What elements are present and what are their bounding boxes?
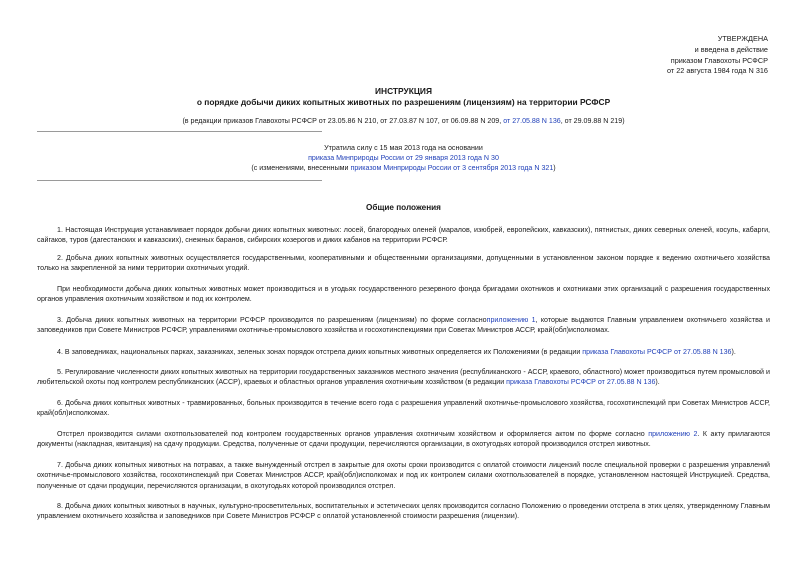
paragraph-6: 6. Добыча диких копытных животных - травмированных, больных производится в течение всего года с разрешения управлений охотничье-промыслового хозяйства, госохотинспекций при Советах Министров АССР, край(обл)исполкомах. bbox=[37, 399, 770, 418]
edition-note bbox=[0, 116, 807, 126]
divider-top bbox=[37, 131, 322, 132]
edition-suffix: , от 29.09.88 N 219) bbox=[560, 117, 625, 125]
paragraph-5-text-b: ). bbox=[655, 378, 660, 387]
section-title: Общие положения bbox=[366, 203, 441, 212]
approval-stamp bbox=[667, 34, 768, 77]
approved-line-3: приказом Главохоты РСФСР bbox=[670, 55, 768, 65]
lost-force-link[interactable]: приказа Минприроды России от 29 января 2013 года N 30 bbox=[308, 154, 499, 162]
lost-force-line-3 bbox=[0, 163, 807, 173]
edition-link[interactable]: от 27.05.88 N 136 bbox=[503, 117, 561, 125]
amendments-suffix: ) bbox=[553, 164, 556, 172]
paragraph-2b: При необходимости добыча диких копытных животных может производиться и в угодьях государственного резервного фонда бригадами охотников и охотниками этих организаций с разрешения государственных органов управления охотничьим хозяйством и под их контролем. bbox=[37, 285, 770, 304]
paragraph-5-text-a: 5. Регулирование численности диких копытных животных на территории государственных заказников местного значения (республиканского - АССР, краевого, областного) может производиться путем промысловой и любительской охоты под контролем республиканских (АССР), краевых и областных органов управления охотничьим хозяйством (в редакции bbox=[37, 368, 770, 387]
approved-line-1: УТВЕРЖДЕНА bbox=[717, 34, 768, 43]
paragraph-1: 1. Настоящая Инструкция устанавливает порядок добычи диких копытных животных: лосей, благородных оленей (маралов, изюбрей, европейских, кавказских), пятнистых, диких северных оленей, косуль, кабарги, сайгаков, туров (дагестанских и кавказских), снежных баранов, сибирских козерогов и диких кабанов на территории РСФСР. bbox=[37, 226, 770, 245]
document-subtitle: о порядке добычи диких копытных животных по разрешениям (лицензиям) на территории РСФСР bbox=[196, 97, 611, 107]
approved-line-2: и введена в действие bbox=[694, 44, 768, 54]
amendments-prefix: (с изменениями, внесенными bbox=[251, 164, 351, 172]
amendments-link[interactable]: приказом Минприроды России от 3 сентября 2013 года N 321 bbox=[350, 164, 554, 172]
approved-line-4: от 22 августа 1984 года N 316 bbox=[666, 66, 768, 76]
paragraph-4 bbox=[37, 347, 770, 357]
lost-force-line-2 bbox=[0, 153, 807, 163]
paragraph-4-text-b: ). bbox=[731, 348, 736, 356]
lost-force-line-1: Утратила силу с 15 мая 2013 года на основании bbox=[324, 144, 483, 152]
order-136-link-2[interactable]: приказа Главохоты РСФСР от 27.05.88 N 136 bbox=[506, 378, 656, 387]
paragraph-8: 8. Добыча диких копытных животных в научных, культурно-просветительных, воспитательных и эстетических целях производится согласно Положению о проведении отстрела в этих целях, утвержденному Главным управлением охотничьего хозяйства и заповедников при Совете Министров РСФСР с оплатой установленной стоимости разрешения (лицензии). bbox=[37, 502, 770, 521]
paragraph-2: 2. Добыча диких копытных животных осуществляется государственными, кооперативными и общественными организациями, допущенными в установленном законом порядке к ведению охотничьего хозяйства только на закрепленной за ними территории охотничьих угодий. bbox=[37, 254, 770, 273]
document-title: ИНСТРУКЦИЯ bbox=[375, 86, 432, 96]
paragraph-3-text-a: 3. Добыча диких копытных животных на территории РСФСР производится по разрешениям (лицензиям) по форме согласно bbox=[57, 316, 487, 324]
paragraph-3-text-b: , которые выдаются Главным управлением охотничьего хозяйства и заповедников при Совете Министров РСФСР, управлениями охотничье-промыслового хозяйства и госохотинспекциями при Советах Министров АССР, край(обл)исполкомах. bbox=[37, 316, 770, 335]
paragraph-7: 7. Добыча диких копытных животных на потравах, а также вынужденный отстрел в закрытые для охоты сроки производится с оплатой стоимости лицензий после специальной проверки с разрешения управлений охотничье-промыслового хозяйства, госохотинспекций при Советах Министров АССР, край(обл)исполкомах и под их контролем силами охотпользователей в порядке, установленном настоящей Инструкцией. Средства, полученные от сдачи продукции, перечисляются организации, в охотугодьях которой производился отстрел. bbox=[37, 461, 770, 490]
paragraph-4-text-a: 4. В заповедниках, национальных парках, заказниках, зеленых зонах порядок отстрела диких копытных животных определяется их Положениями (в редакции bbox=[57, 348, 583, 356]
appendix-1-link[interactable]: приложению 1 bbox=[486, 316, 536, 324]
paragraph-6b-text-b: . К акту прилагаются документы (накладная, квитанция) на сдачу продукции. Средства, полученные от сдачи продукции, перечисляются организации, в охотугодьях которой производился отстрел животных. bbox=[37, 430, 771, 449]
paragraph-6b-text-a: Отстрел производится силами охотпользователей под контролем государственных органов управления охотничьим хозяйством и оформляется актом по форме согласно bbox=[57, 430, 649, 438]
paragraph-5 bbox=[37, 367, 770, 388]
paragraph-3 bbox=[37, 315, 770, 336]
order-136-link-1[interactable]: приказа Главохоты РСФСР от 27.05.88 N 136 bbox=[582, 348, 732, 356]
paragraph-6b bbox=[37, 429, 770, 450]
edition-prefix: (в редакции приказов Главохоты РСФСР от 23.05.86 N 210, от 27.03.87 N 107, от 06.09.88 N 209, bbox=[182, 117, 504, 125]
divider-bottom bbox=[37, 180, 322, 181]
appendix-2-link[interactable]: приложению 2 bbox=[648, 430, 698, 438]
